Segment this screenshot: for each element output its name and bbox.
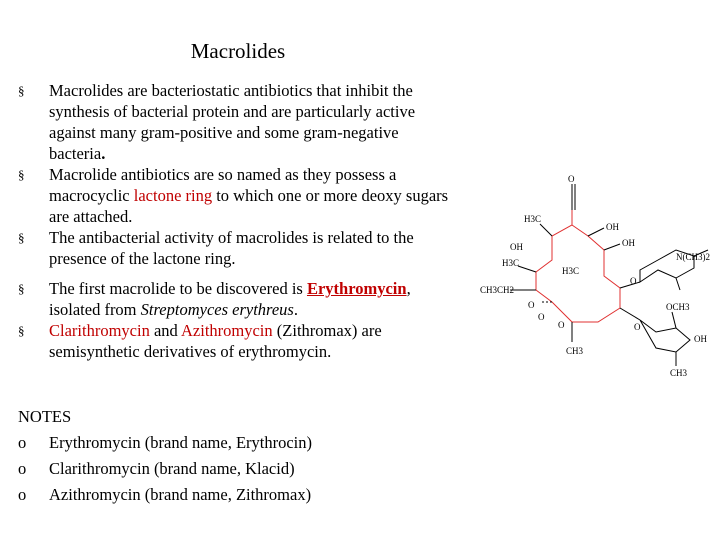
struct-label-h3c-2: H3C — [502, 258, 520, 268]
note-text: Clarithromycin (brand name, Klacid) — [49, 459, 295, 478]
erythromycin-structure-drawing — [480, 170, 720, 385]
bullet-gap — [18, 269, 458, 278]
struct-label-o-link-1: O — [630, 276, 637, 286]
struct-label-oh-3: OH — [510, 242, 523, 252]
bullet-item — [18, 164, 458, 227]
struct-label-n-group: N(CH3)2 — [676, 252, 710, 262]
bullet-text-segment: , isolated from — [49, 279, 411, 319]
struct-label-h3c-1: H3C — [524, 214, 542, 224]
notes-heading: NOTES — [18, 407, 72, 426]
struct-label-o-ring-1: O — [558, 320, 565, 330]
bullet-marker: § — [18, 83, 25, 98]
bullet-text-segment: Azithromycin — [181, 321, 273, 340]
notes-section — [18, 404, 458, 508]
bullet-item — [18, 80, 458, 164]
struct-label-oh-2: OH — [622, 238, 635, 248]
struct-label-o-link-2: O — [634, 322, 641, 332]
bullet-text-segment: Clarithromycin — [49, 321, 150, 340]
struct-label-ch3-1: CH3 — [566, 346, 584, 356]
notes-list — [18, 430, 458, 508]
bullet-text-segment: Macrolide antibiotics are so named as they possess a macrocyclic — [49, 165, 397, 205]
note-marker: o — [18, 485, 27, 504]
note-text: Erythromycin (brand name, Erythrocin) — [49, 433, 312, 452]
bullet-text-segment: . — [101, 144, 106, 163]
bullet-item — [18, 227, 458, 269]
bullet-text-segment: to which one or more deoxy sugars are attached. — [49, 186, 449, 226]
bullet-marker: § — [18, 323, 25, 338]
note-item — [18, 482, 458, 508]
bullet-marker: § — [18, 167, 25, 182]
struct-label-oh-1: OH — [606, 222, 619, 232]
bullet-text-segment: The antibacterial activity of macrolides is related to the presence of the lactone ring. — [49, 228, 414, 268]
bullet-item — [18, 278, 458, 320]
note-marker: o — [18, 459, 27, 478]
struct-label-o-carbonyl: O — [528, 300, 535, 310]
slide-title: Macrolides — [190, 39, 286, 63]
struct-label-oh-4: OH — [694, 334, 707, 344]
bullet-text-segment: . — [293, 300, 298, 319]
bullet-item — [18, 320, 458, 362]
bullet-text-segment: Erythromycin — [306, 279, 407, 298]
bullet-text-segment: lactone ring — [133, 186, 213, 205]
bullet-marker: § — [18, 281, 25, 296]
bullet-text-segment: Streptomyces erythreus — [140, 300, 294, 319]
struct-label-ch3-2: CH3 — [670, 368, 688, 378]
struct-label-o-top: O — [568, 174, 575, 184]
bullet-list — [18, 80, 458, 362]
note-text: Azithromycin (brand name, Zithromax) — [49, 485, 312, 504]
bullet-text-segment: (Zithromax) are semisynthetic derivatives of erythromycin. — [49, 321, 382, 361]
bullet-text-segment: and — [149, 321, 181, 340]
bullet-marker: § — [18, 230, 25, 245]
bullet-text-segment: Macrolides are bacteriostatic antibiotics that inhibit the synthesis of bacterial protein and are particularly active against many gram-positive and some gram-negative bacteria — [49, 81, 416, 163]
struct-label-och3: OCH3 — [666, 302, 690, 312]
bullet-text-segment: The first macrolide to be discovered is — [49, 279, 307, 298]
erythromycin-structure-image — [480, 170, 720, 385]
note-item — [18, 456, 458, 482]
struct-label-ch3ch2: CH3CH2 — [480, 285, 515, 295]
note-item — [18, 430, 458, 456]
note-marker: o — [18, 433, 27, 452]
struct-label-h3c-3: H3C — [562, 266, 580, 276]
struct-label-o-ring-2: O — [538, 312, 545, 322]
